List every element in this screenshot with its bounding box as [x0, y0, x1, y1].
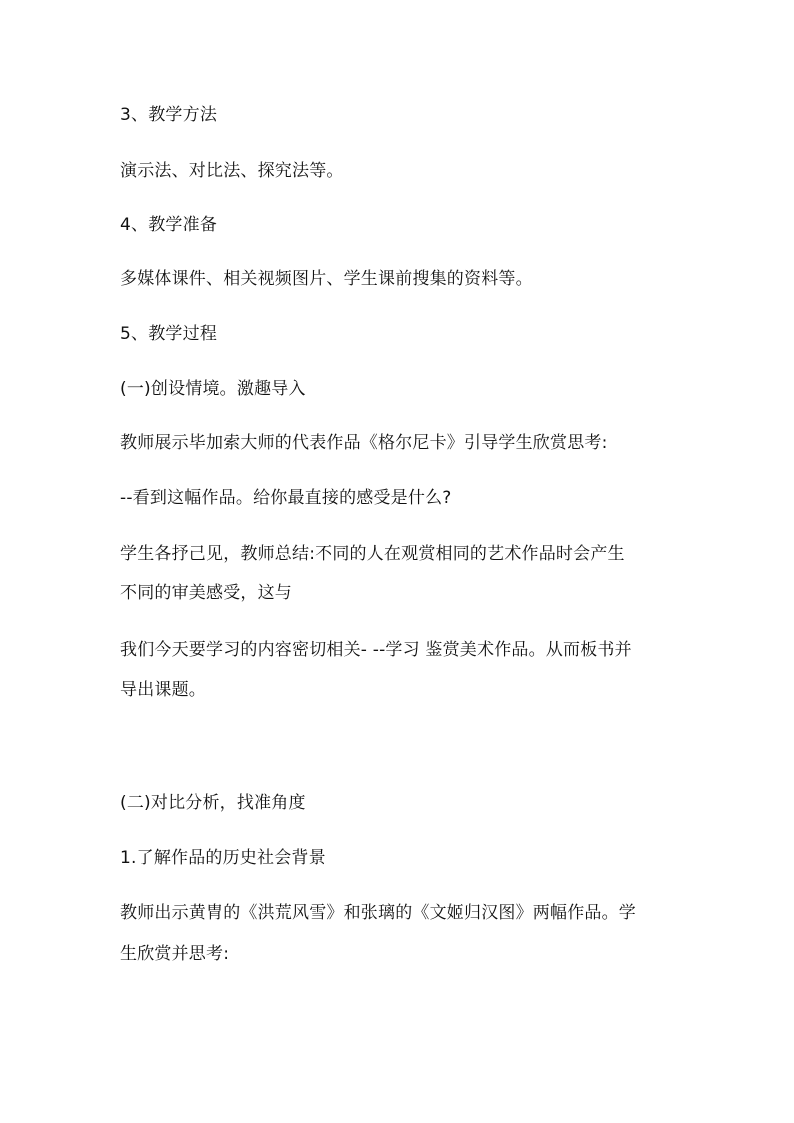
paragraph-teaching-preparation: 多媒体课件、相关视频图片、学生课前搜集的资料等。	[120, 269, 533, 289]
subheading-create-situation: (一)创设情境。激趣导入	[120, 379, 306, 399]
paragraph-lesson-intro-line-1: 我们今天要学习的内容密切相关- --学习 鉴赏美术作品。从而板书并	[120, 640, 632, 660]
subheading-compare-analysis: (二)对比分析，找准角度	[120, 793, 306, 813]
subheading-historical-background: 1.了解作品的历史社会背景	[120, 848, 326, 868]
paragraph-teacher-shows-works-line-1: 教师出示黄胄的《洪荒风雪》和张璃的《文姬归汉图》两幅作品。学	[120, 903, 636, 923]
paragraph-student-opinions-line-1: 学生各抒己见，教师总结:不同的人在观赏相同的艺术作品时会产生	[120, 544, 625, 564]
paragraph-teacher-shows-artwork: 教师展示毕加索大师的代表作品《格尔尼卡》引导学生欣赏思考:	[120, 433, 608, 453]
paragraph-student-opinions-line-2: 不同的审美感受，这与	[120, 583, 292, 603]
paragraph-teaching-methods: 演示法、对比法、探究法等。	[120, 161, 344, 181]
paragraph-teacher-shows-works-line-2: 生欣赏并思考:	[120, 944, 230, 964]
paragraph-lesson-intro-line-2: 导出课题。	[120, 680, 206, 700]
paragraph-question: --看到这幅作品。给你最直接的感受是什么?	[120, 488, 452, 508]
section-heading-teaching-methods: 3、教学方法	[120, 105, 218, 125]
section-heading-teaching-process: 5、教学过程	[120, 324, 218, 344]
section-heading-teaching-preparation: 4、教学准备	[120, 215, 218, 235]
